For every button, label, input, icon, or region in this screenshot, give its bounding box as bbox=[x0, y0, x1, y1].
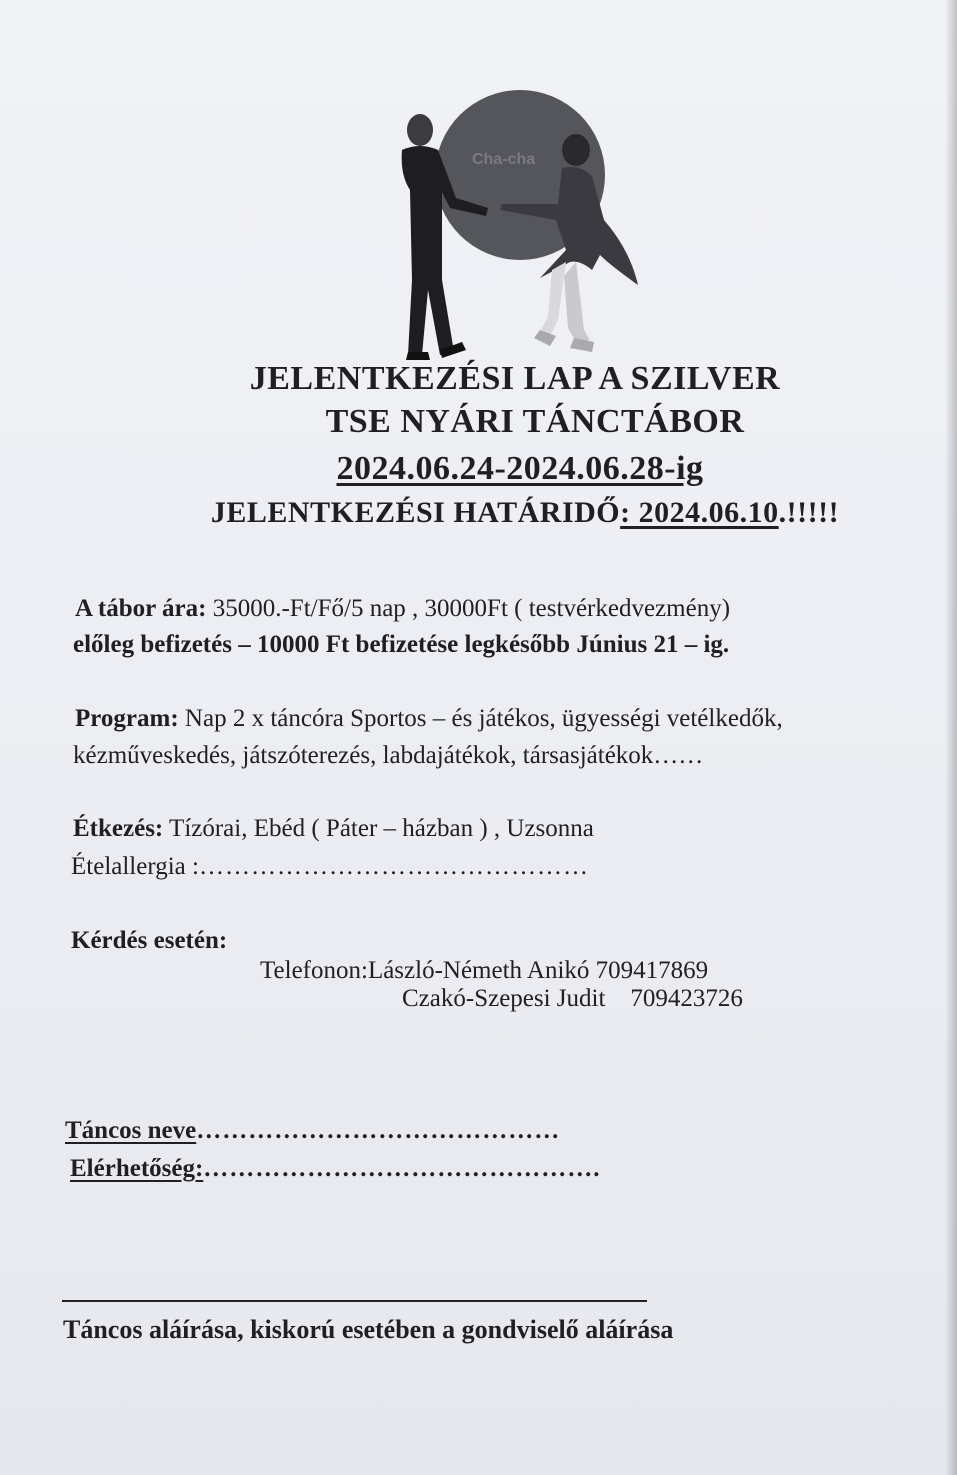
dancing-couple-logo bbox=[380, 80, 650, 365]
deadline-label: JELENTKEZÉSI HATÁRIDŐ bbox=[210, 496, 621, 529]
deadline-suffix: .!!!!! bbox=[778, 496, 840, 529]
allergy-line bbox=[71, 853, 589, 881]
deposit-line: előleg befizetés – 10000 Ft befizetése legkésőbb Június 21 – ig. bbox=[73, 631, 730, 658]
program-label: Program: bbox=[75, 705, 179, 732]
meals-text: Tízórai, Ebéd ( Páter – házban ) , Uzsonna bbox=[163, 815, 594, 842]
meals-line bbox=[73, 815, 594, 843]
dancer-name-field[interactable]: …………………………………… bbox=[196, 1117, 561, 1144]
phone-label: Telefonon: bbox=[260, 957, 368, 984]
contact-info-label: Elérhetőség: bbox=[70, 1155, 204, 1182]
deadline-value: : 2024.06.10 bbox=[620, 496, 779, 529]
signature-caption: Táncos aláírása, kiskorú esetében a gondviselő aláírása bbox=[63, 1315, 674, 1344]
contact-info-row bbox=[70, 1155, 601, 1183]
contact-label: Kérdés esetén: bbox=[71, 927, 228, 954]
allergy-label: Ételallergia : bbox=[71, 853, 199, 880]
deadline-line bbox=[175, 496, 875, 530]
contact-person-2: Czakó-Szepesi Judit 709423726 bbox=[402, 985, 743, 1012]
camp-dates: 2024.06.24-2024.06.28-ig bbox=[336, 450, 704, 487]
price-line bbox=[75, 595, 730, 623]
contact-person-1-text: László-Németh Anikó 709417869 bbox=[367, 957, 709, 984]
program-line bbox=[75, 705, 783, 733]
form-title-line-2: TSE NYÁRI TÁNCTÁBOR bbox=[325, 403, 745, 440]
dancer-name-row bbox=[65, 1117, 560, 1145]
price-label: A tábor ára: bbox=[75, 595, 207, 622]
paper-edge-shadow bbox=[945, 0, 957, 1475]
price-text: 35000.-Ft/Fő/5 nap , 30000Ft ( testvérkedvezmény) bbox=[206, 595, 731, 622]
form-title-line-1: JELENTKEZÉSI LAP A SZILVER bbox=[249, 360, 781, 397]
program-text: Nap 2 x táncóra Sportos – és játékos, ügyességi vetélkedők, bbox=[178, 705, 783, 732]
dancer-name-label: Táncos neve bbox=[65, 1117, 197, 1144]
contact-person-1 bbox=[260, 957, 708, 985]
contact-info-field[interactable]: ………………………………………. bbox=[203, 1155, 601, 1182]
logo-text: Cha-cha bbox=[472, 151, 536, 168]
signature-line[interactable] bbox=[62, 1300, 647, 1302]
meals-label: Étkezés: bbox=[73, 815, 164, 842]
allergy-field[interactable]: ……………………………………… bbox=[198, 853, 589, 880]
program-line-2: kézműveskedés, játszóterezés, labdajátékok, társasjátékok…… bbox=[73, 742, 704, 769]
